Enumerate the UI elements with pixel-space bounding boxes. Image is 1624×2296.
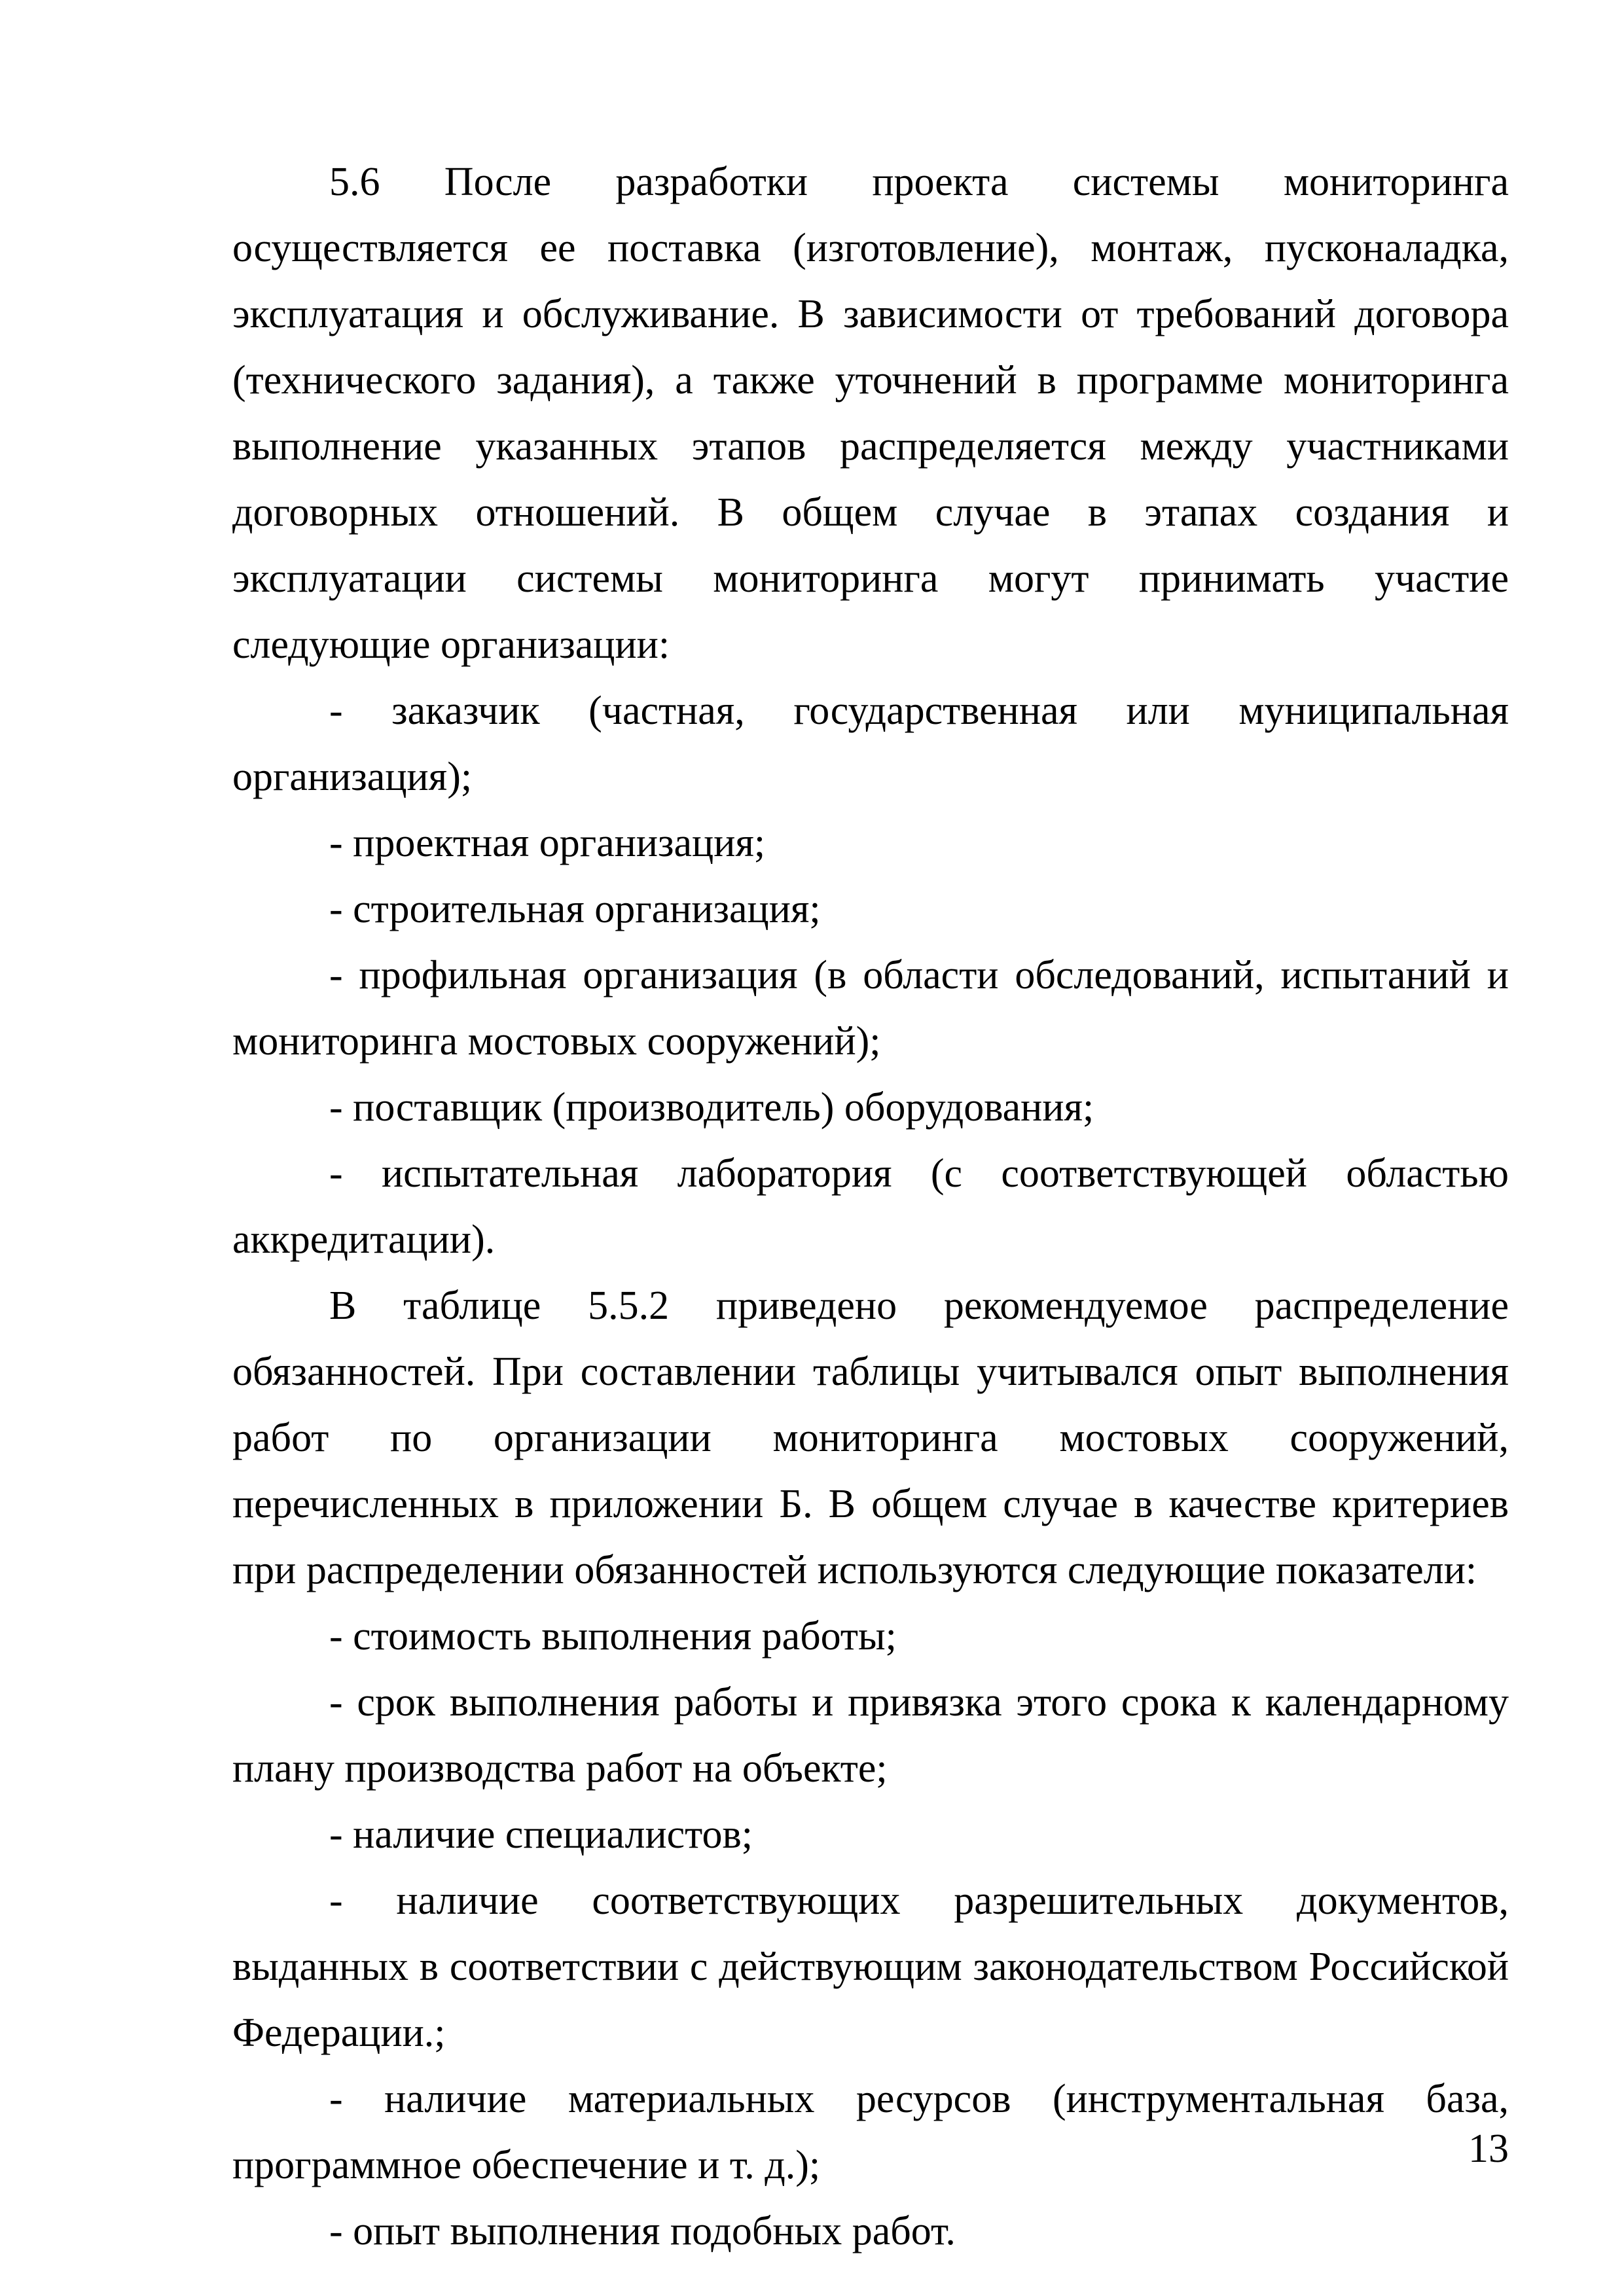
list-item-construction-org: - строительная организация; xyxy=(329,887,821,931)
list-item-design-org: - проектная организация; xyxy=(329,821,766,865)
list-item-specialized-org: - профильная организация (в области обследований, испытаний и мониторинга мостовых сооружений); xyxy=(232,953,1509,1064)
body-text xyxy=(232,149,1509,2265)
paragraph-5-6-intro: 5.6 После разработки проекта системы мониторинга осуществляется ее поставка (изготовление), монтаж, пусконаладка, эксплуатация и обслуживание. В зависимости от требований договора (технического задания), а также уточнений в программе мониторинга выполнение указанных этапов распределяется между участниками договорных отношений. В общем случае в этапах создания и эксплуатации системы мониторинга могут принимать участие следующие организации: xyxy=(232,160,1509,667)
paragraph-table-reference: В таблице 5.5.2 приведено рекомендуемое распределение обязанностей. При составлении таблицы учитывался опыт выполнения работ по организации мониторинга мостовых сооружений, перечисленных в приложении Б. В общем случае в качестве критериев при распределении обязанностей используются следующие показатели: xyxy=(232,1283,1509,1592)
list-item-resources: - наличие материальных ресурсов (инструментальная база, программное обеспечение и т. д.); xyxy=(232,2077,1509,2187)
list-item-supplier: - поставщик (производитель) оборудования; xyxy=(329,1085,1094,1130)
list-item-experience: - опыт выполнения подобных работ. xyxy=(329,2209,956,2253)
list-item-permits: - наличие соответствующих разрешительных документов, выданных в соответствии с действующим законодательством Российской Федерации.; xyxy=(232,1878,1509,2055)
list-item-customer: - заказчик (частная, государственная или муниципальная организация); xyxy=(232,689,1509,799)
list-item-deadline: - срок выполнения работы и привязка этого срока к календарному плану производства работ на объекте; xyxy=(232,1680,1509,1791)
list-item-cost: - стоимость выполнения работы; xyxy=(329,1614,897,1659)
page-number: 13 xyxy=(1468,2126,1509,2171)
list-item-test-lab: - испытательная лаборатория (с соответствующей областью аккредитации). xyxy=(232,1151,1509,1262)
list-item-specialists: - наличие специалистов; xyxy=(329,1812,753,1857)
